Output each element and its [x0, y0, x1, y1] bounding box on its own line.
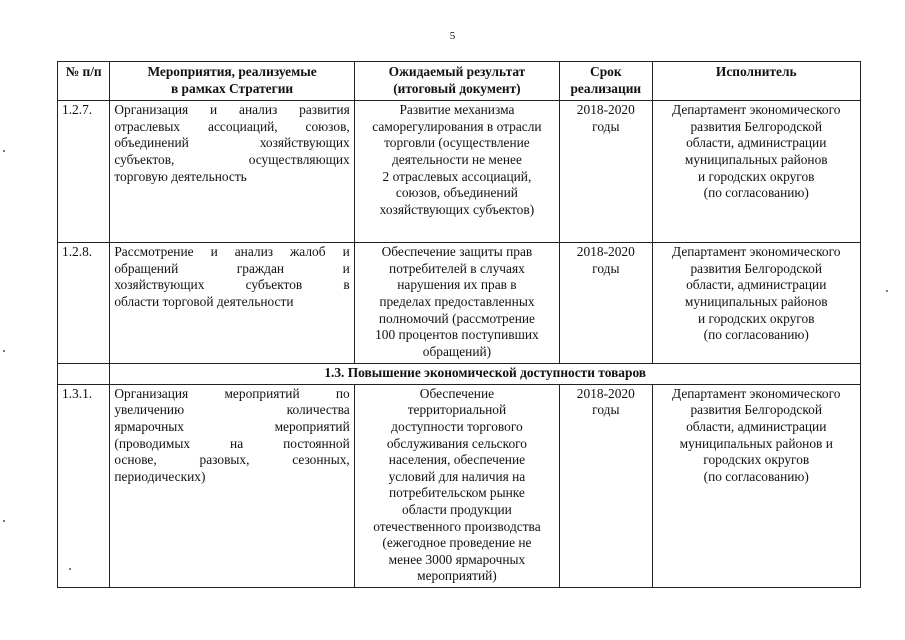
row-term: 2018-2020 годы — [560, 384, 652, 587]
header-term: Срок реализации — [560, 62, 652, 101]
row-activity: Организация мероприятий по увеличению количества ярмарочных мероприятий (проводимых на постоянной основе, разовых, сезонных, периодических) — [110, 384, 354, 587]
section-title: 1.3. Повышение экономической доступности товаров — [110, 364, 861, 385]
row-number: 1.2.8. — [58, 243, 110, 364]
header-expected-result: Ожидаемый результат (итоговый документ) — [354, 62, 559, 101]
row-result: Развитие механизма саморегулирования в отрасли торговли (осуществление деятельности не менее 2 отраслевых ассоциаций, союзов, объединений хозяйствующих субъектов) — [354, 101, 559, 243]
section-row — [58, 364, 861, 385]
scan-speck — [886, 290, 888, 292]
row-term: 2018-2020 годы — [560, 243, 652, 364]
header-number: № п/п — [58, 62, 110, 101]
header-activities: Мероприятия, реализуемые в рамках Стратегии — [110, 62, 354, 101]
row-activity: Организация и анализ развития отраслевых ассоциаций, союзов, объединений хозяйствующих субъектов, осуществляющих торговую деятельность — [110, 101, 354, 243]
strategy-measures-table — [57, 61, 861, 588]
row-result: Обеспечение защиты прав потребителей в случаях нарушения их прав в пределах предоставленных полномочий (рассмотрение 100 процентов поступивших обращений) — [354, 243, 559, 364]
row-executor: Департамент экономического развития Белгородской области, администрации муниципальных районов и городских округов (по согласованию) — [652, 384, 860, 587]
table-row — [58, 384, 861, 587]
row-term: 2018-2020 годы — [560, 101, 652, 243]
section-empty-cell — [58, 364, 110, 385]
table-header-row — [58, 62, 861, 101]
scan-speck — [3, 150, 5, 152]
header-executor: Исполнитель — [652, 62, 860, 101]
row-executor: Департамент экономического развития Белгородской области, администрации муниципальных районов и городских округов (по согласованию) — [652, 243, 860, 364]
scan-speck — [3, 350, 5, 352]
scan-speck — [3, 520, 5, 522]
row-executor: Департамент экономического развития Белгородской области, администрации муниципальных районов и городских округов (по согласованию) — [652, 101, 860, 243]
row-activity: Рассмотрение и анализ жалоб и обращений граждан и хозяйствующих субъектов в области торговой деятельности — [110, 243, 354, 364]
row-number: 1.2.7. — [58, 101, 110, 243]
row-result: Обеспечение территориальной доступности торгового обслуживания сельского населения, обеспечение условий для наличия на потребительском рынке области продукции отечественного производства (ежегодное проведение не менее 3000 ярмарочных мероприятий) — [354, 384, 559, 587]
table-row — [58, 243, 861, 364]
table-row — [58, 101, 861, 243]
scan-speck — [69, 568, 71, 570]
page-number: 5 — [449, 30, 456, 42]
row-number: 1.3.1. — [58, 384, 110, 587]
